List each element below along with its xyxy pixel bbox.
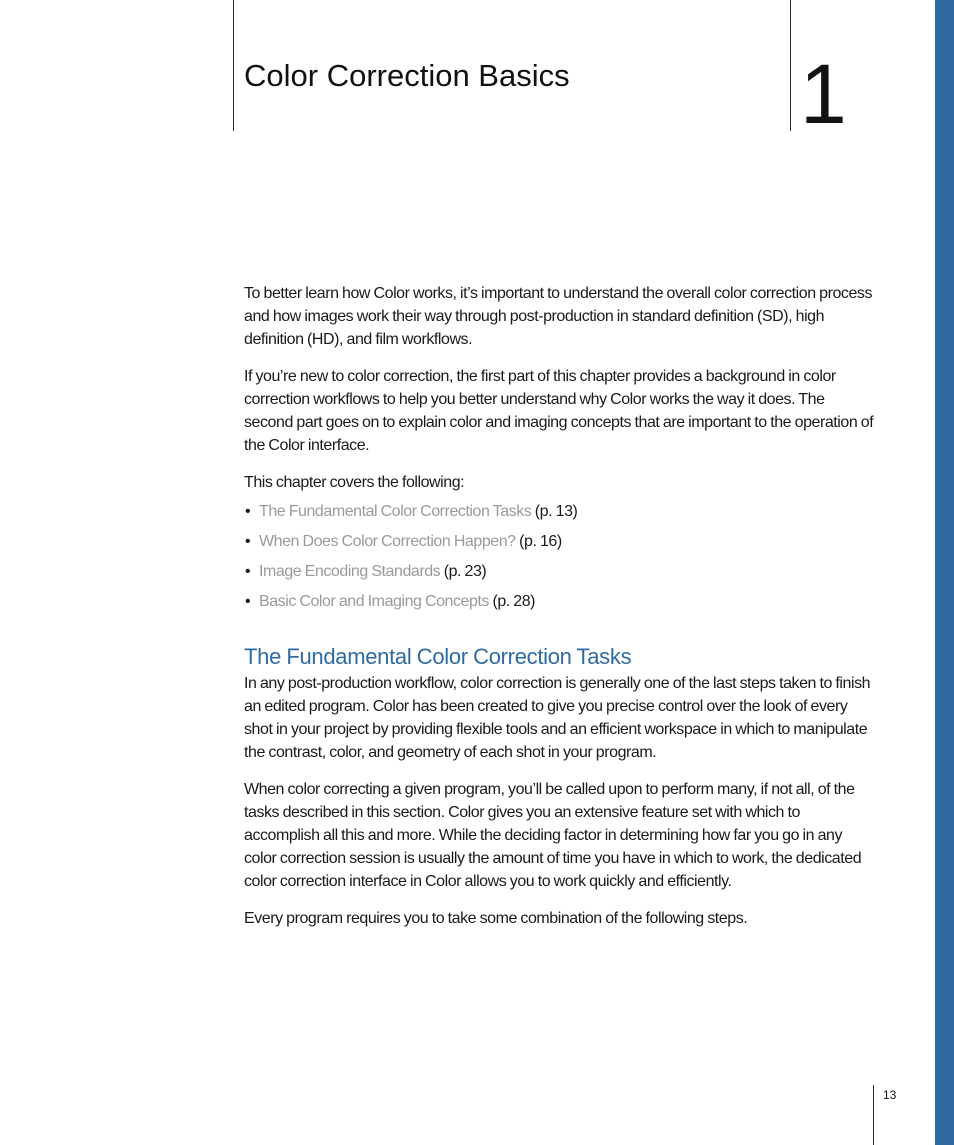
bullet-icon: • (245, 563, 251, 580)
footer-rule (873, 1085, 874, 1145)
chapter-number: 1 (800, 47, 847, 141)
bullet-icon: • (245, 533, 251, 550)
section-paragraph: Every program requires you to take some combination of the following steps. (244, 910, 748, 927)
intro-paragraph: If you’re new to color correction, the first part of this chapter provides a background in color correction workflows to help you better understand why Color works the way it does. The second part goes on to explain color and imaging concepts that are important to the operation of the Color interface. (244, 368, 874, 454)
right-edge-color-bar (935, 0, 954, 1145)
chapter-contents-list (244, 500, 876, 613)
intro-paragraph: To better learn how Color works, it’s important to understand the overall color correction process and how images work their way through post-production in standard definition (SD), high definition (HD), and film workflows. (244, 285, 873, 348)
toc-link-fundamental-tasks[interactable]: The Fundamental Color Correction Tasks (259, 503, 532, 520)
bullet-icon: • (245, 593, 251, 610)
toc-intro: This chapter covers the following: (244, 474, 465, 491)
toc-page-ref: (p. 28) (492, 593, 536, 610)
chapter-title: Color Correction Basics (244, 58, 570, 93)
page-body (244, 282, 876, 944)
toc-link-basic-color-imaging-concepts[interactable]: Basic Color and Imaging Concepts (259, 593, 489, 610)
toc-item (244, 560, 876, 583)
page-number: 13 (883, 1088, 897, 1102)
title-left-rule (233, 0, 234, 131)
toc-item (244, 500, 876, 523)
toc-page-ref: (p. 23) (443, 563, 487, 580)
toc-item (244, 590, 876, 613)
toc-link-when-does-correction-happen[interactable]: When Does Color Correction Happen? (259, 533, 516, 550)
bullet-icon: • (245, 503, 251, 520)
title-right-rule (790, 0, 791, 131)
toc-page-ref: (p. 16) (519, 533, 562, 550)
toc-item (244, 530, 876, 553)
toc-link-image-encoding-standards[interactable]: Image Encoding Standards (259, 563, 441, 580)
toc-page-ref: (p. 13) (534, 503, 578, 520)
section-paragraph: When color correcting a given program, you’ll be called upon to perform many, if not all, of the tasks described in this section. Color gives you an extensive feature set with which to accomplish all this and more. While the deciding factor in determining how far you go in any color correction session is usually the amount of time you have in which to work, the dedicated color correction interface in Color allows you to work quickly and efficiently. (244, 781, 862, 890)
section-heading: The Fundamental Color Correction Tasks (244, 644, 632, 669)
section-paragraph: In any post-production workflow, color correction is generally one of the last steps taken to finish an edited program. Color has been created to give you precise control over the look of every shot in your project by providing flexible tools and an efficient workspace in which to manipulate the contrast, color, and geometry of each shot in your program. (244, 675, 871, 761)
